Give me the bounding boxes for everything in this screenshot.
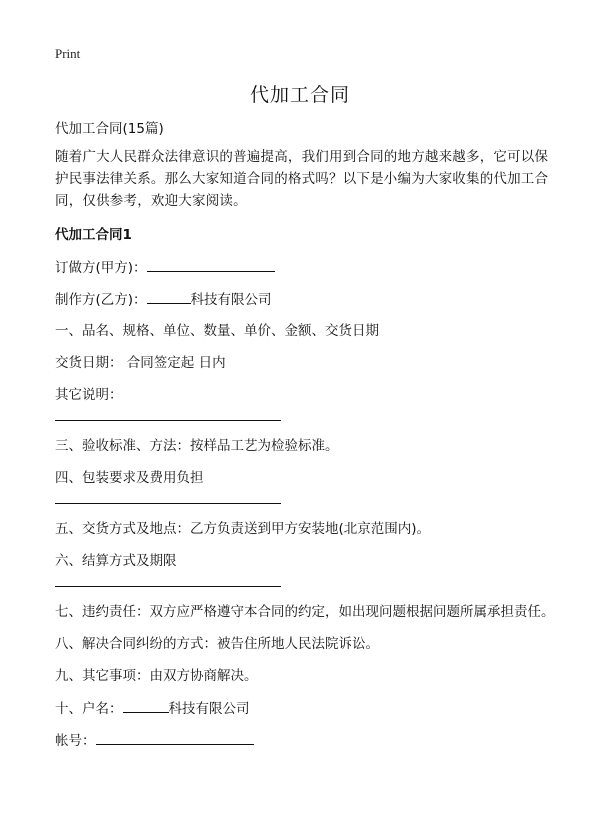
clause-5: 五、交货方式及地点：乙方负责送到甲方安装地(北京范围内)。	[55, 521, 431, 537]
clause-6-blank	[55, 572, 281, 587]
print-link[interactable]: Print	[55, 46, 81, 61]
account-name-company: 科技有限公司	[168, 701, 250, 717]
delivery-date-line: 交货日期： 合同签定起 日内	[55, 355, 226, 371]
account-number-line	[55, 729, 555, 751]
clause-4: 四、包装要求及费用负担	[55, 470, 204, 486]
account-number-label: 帐号：	[55, 733, 96, 749]
maker-line	[55, 288, 555, 310]
section-title: 代加工合同1	[55, 227, 132, 243]
other-notes-label: 其它说明：	[55, 387, 123, 403]
clause-6: 六、结算方式及期限	[55, 553, 177, 569]
document-body	[55, 118, 555, 761]
orderer-blank	[147, 256, 275, 272]
other-notes-blank	[55, 406, 281, 421]
clause-3: 三、验收标准、方法：按样品工艺为检验标准。	[55, 438, 339, 454]
account-name-blank	[123, 697, 169, 713]
maker-label: 制作方(乙方)：	[55, 292, 147, 308]
maker-company: 科技有限公司	[190, 292, 272, 308]
clause-8: 八、解决合同纠纷的方式：被告住所地人民法院诉讼。	[55, 636, 379, 652]
orderer-line	[55, 256, 555, 278]
clause-4-blank	[55, 489, 281, 504]
document-subtitle: 代加工合同(15篇)	[55, 121, 164, 137]
account-number-blank	[96, 729, 254, 745]
orderer-label: 订做方(甲方)：	[55, 260, 147, 276]
clause-1: 一、品名、规格、单位、数量、单价、金额、交货日期	[55, 323, 379, 339]
clause-7: 七、违约责任：双方应严格遵守本合同的约定，如出现问题根据问题所属承担责任。	[55, 604, 555, 620]
account-name-label: 十、户名：	[55, 701, 123, 717]
maker-blank	[147, 288, 191, 304]
clause-10	[55, 697, 555, 719]
intro-paragraph: 随着广大人民群众法律意识的普遍提高，我们用到合同的地方越来越多，它可以保护民事法律关系。那么大家知道合同的格式吗？以下是小编为大家收集的代加工合同，仅供参考，欢迎大家阅读。	[55, 149, 549, 209]
document-title: 代加工合同	[249, 84, 350, 106]
clause-9: 九、其它事项：由双方协商解决。	[55, 668, 258, 684]
